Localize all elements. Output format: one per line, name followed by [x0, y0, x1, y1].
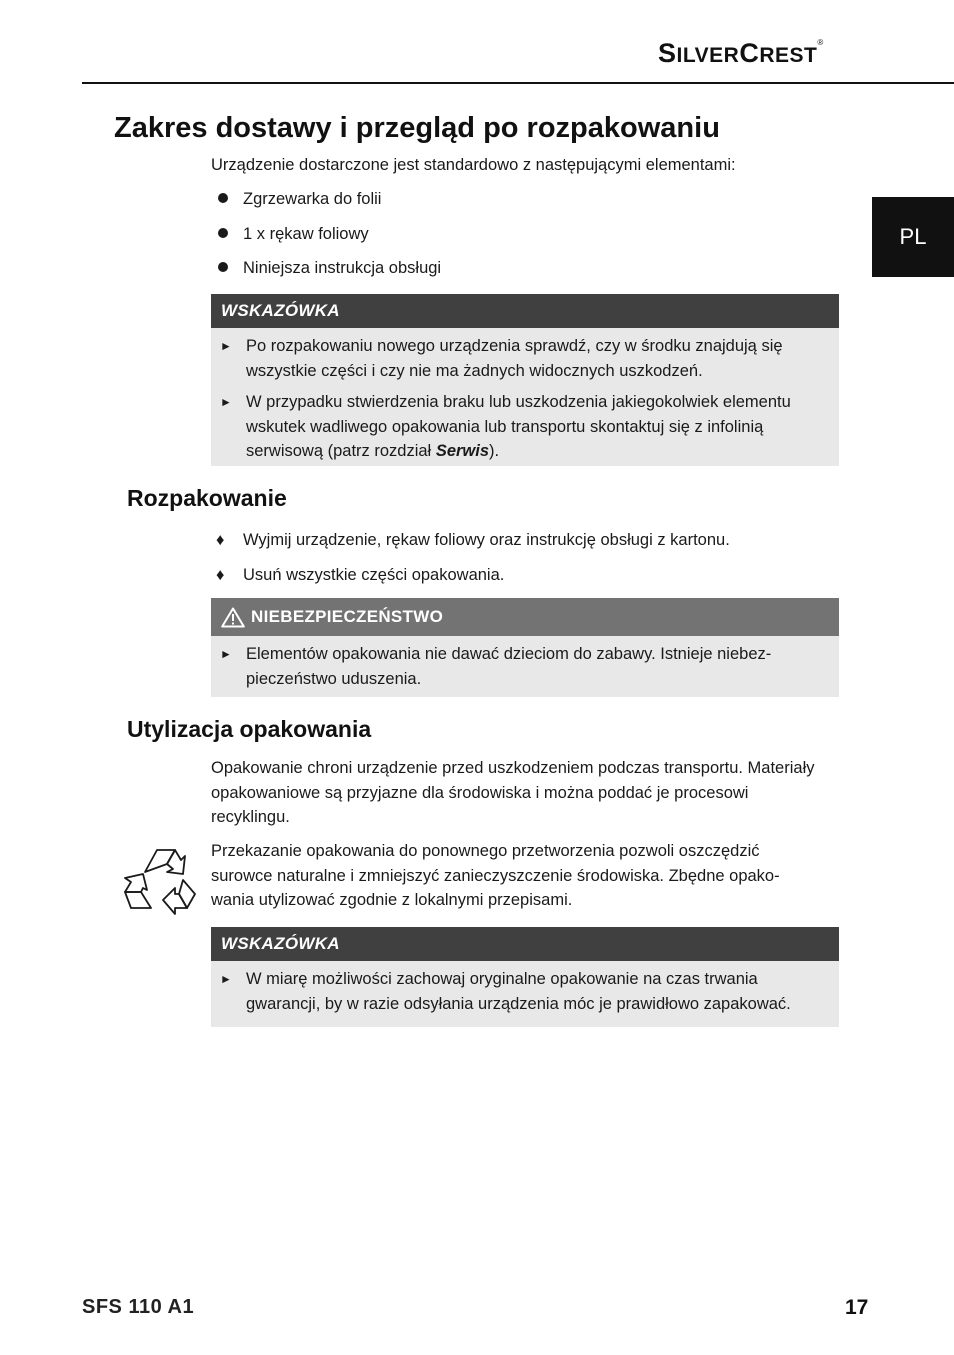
- language-tab: PL: [872, 197, 954, 277]
- list-item: ♦ Usuń wszystkie części opakowania.: [216, 563, 504, 587]
- section-heading-unpacking: Rozpakowanie: [127, 485, 287, 511]
- disposal-paragraph: Przekazanie opakowania do ponownego przetworzenia pozwoli oszczędzić surowce naturalne i zmniejszyć zanieczyszczenie środowiska. Zbędne opako-wania utylizować zgodnie z lokalnymi przepisami.: [211, 842, 780, 909]
- note-box: [211, 927, 839, 1027]
- bullet-icon: [218, 193, 228, 203]
- page-number: 17: [845, 1296, 869, 1319]
- bullet-icon: [218, 228, 228, 238]
- intro-text: Urządzenie dostarczone jest standardowo z następującymi elementami:: [211, 156, 736, 174]
- warning-icon: [221, 607, 245, 628]
- note-item: ► Po rozpakowaniu nowego urządzenia sprawdź, czy w środku znajdują się wszystkie części i czy nie ma żadnych widocznych uszkodzeń.: [211, 334, 839, 383]
- bullet-icon: [218, 262, 228, 272]
- arrow-icon: ►: [220, 339, 232, 353]
- section-heading-disposal: Utylizacja opakowania: [127, 716, 372, 742]
- disposal-paragraph: Opakowanie chroni urządzenie przed uszkodzeniem podczas transportu. Materiały opakowaniowe są przyjazne dla środowiska i można poddać je procesowi recyklingu.: [211, 759, 815, 826]
- note-item: ► W miarę możliwości zachowaj oryginalne opakowanie na czas trwania gwarancji, by w razie odsyłania urządzenia móc je prawidłowo zapakować.: [211, 967, 839, 1016]
- note-heading: WSKAZÓWKA: [211, 294, 839, 328]
- header-rule: [82, 82, 954, 84]
- arrow-icon: ►: [220, 647, 232, 661]
- model-number: SFS 110 A1: [82, 1296, 195, 1318]
- danger-item: ► Elementów opakowania nie dawać dzieciom do zabawy. Istnieje niebez-pieczeństwo uduszenia.: [211, 642, 839, 691]
- danger-box: [211, 598, 839, 697]
- page-title: Zakres dostawy i przegląd po rozpakowaniu: [114, 112, 720, 144]
- arrow-icon: ►: [220, 395, 232, 409]
- danger-heading: NIEBEZPIECZEŃSTWO: [251, 607, 444, 626]
- list-item: ♦ Wyjmij urządzenie, rękaw foliowy oraz instrukcję obsługi z kartonu.: [216, 528, 730, 552]
- chapter-reference: Serwis: [435, 442, 490, 460]
- diamond-icon: ♦: [216, 531, 225, 549]
- recycle-icon: [121, 842, 203, 920]
- note-box: [211, 294, 839, 466]
- list-item: Niniejsza instrukcja obsługi: [216, 256, 441, 280]
- arrow-icon: ►: [220, 972, 232, 986]
- note-item: ► W przypadku stwierdzenia braku lub uszkodzenia jakiegokolwiek elementu wskutek wadliwego opakowania lub transportu skontaktuj się z infolinią serwisową (patrz rozdział Serwis).: [211, 390, 839, 464]
- note-heading: WSKAZÓWKA: [211, 927, 839, 961]
- list-item: Zgrzewarka do folii: [216, 187, 381, 211]
- list-item: 1 x rękaw foliowy: [216, 222, 369, 246]
- brand-logo: SILVERCREST®: [658, 38, 824, 68]
- diamond-icon: ♦: [216, 566, 225, 584]
